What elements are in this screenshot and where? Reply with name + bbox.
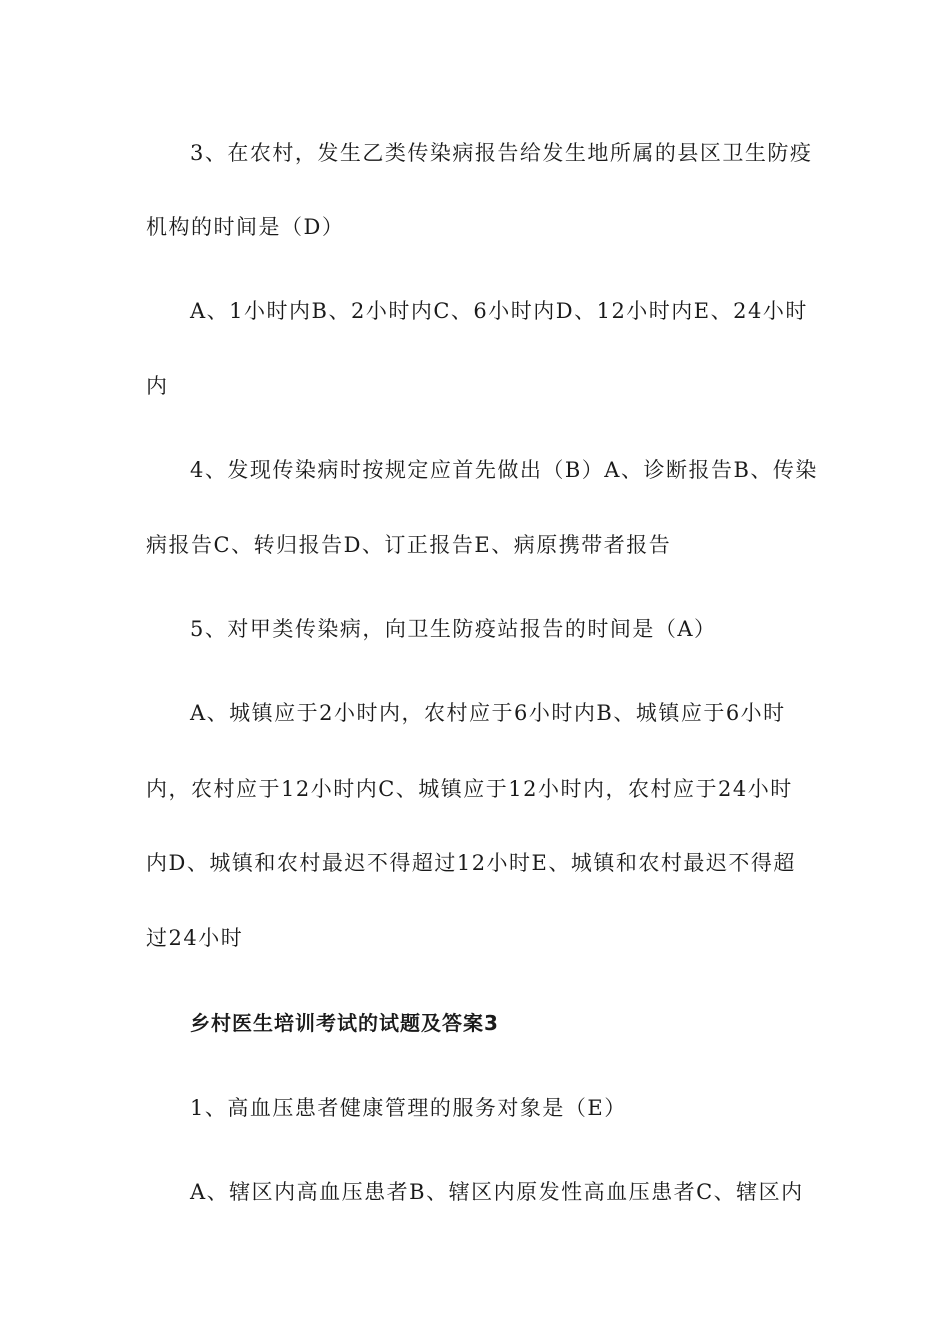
question-5-options: A、城镇应于2小时内，农村应于6小时内B、城镇应于6小时: [190, 701, 786, 725]
question-1-options: A、辖区内高血压患者B、辖区内原发性高血压患者C、辖区内: [190, 1180, 804, 1204]
question-3-options-cont: 内: [146, 374, 169, 398]
question-5-text: 5、对甲类传染病，向卫生防疫站报告的时间是（A）: [190, 617, 717, 641]
question-3-text: 3、在农村，发生乙类传染病报告给发生地所属的县区卫生防疫: [190, 141, 813, 165]
section-heading: 乡村医生培训考试的试题及答案3: [190, 1011, 499, 1035]
question-1-text: 1、高血压患者健康管理的服务对象是（E）: [190, 1096, 627, 1120]
question-4-options-cont: 病报告C、转归报告D、订正报告E、病原携带者报告: [146, 533, 672, 557]
question-5-options-cont-3: 过24小时: [146, 926, 244, 950]
question-5-options-cont-1: 内，农村应于12小时内C、城镇应于12小时内，农村应于24小时: [146, 777, 793, 801]
question-3-text-cont: 机构的时间是（D）: [146, 215, 345, 239]
question-4-text: 4、发现传染病时按规定应首先做出（B）A、诊断报告B、传染: [190, 458, 818, 482]
question-3-options: A、1小时内B、2小时内C、6小时内D、12小时内E、24小时: [190, 299, 808, 323]
question-5-options-cont-2: 内D、城镇和农村最迟不得超过12小时E、城镇和农村最迟不得超: [146, 851, 796, 875]
